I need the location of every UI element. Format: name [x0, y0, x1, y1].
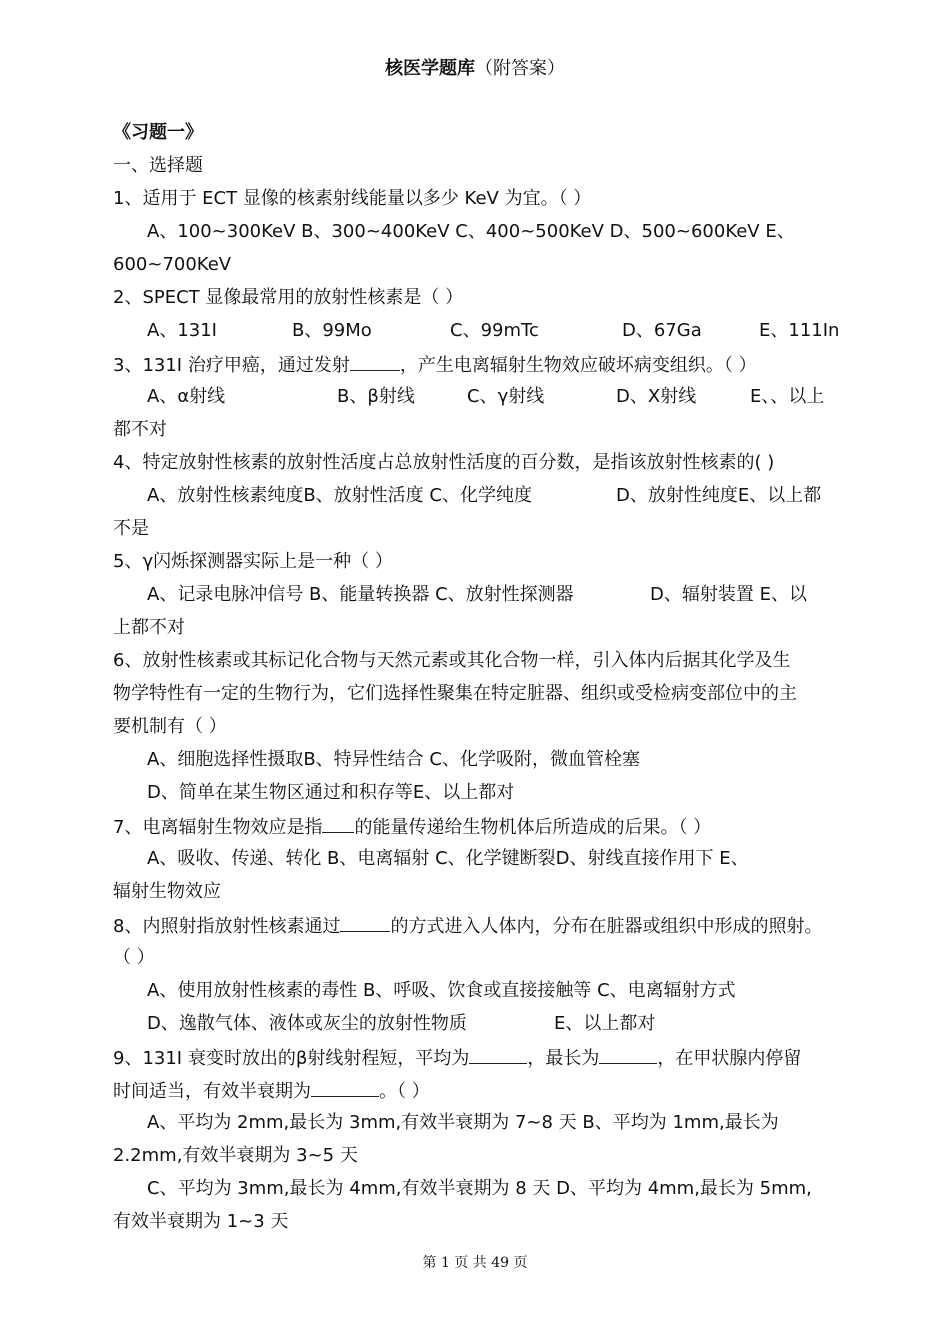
question-8-paren: （ ） [113, 947, 155, 968]
question-8-pre: 8、内照射指放射性核素通过 [113, 916, 341, 937]
question-6-line-2: 物学特性有一定的生物行为，它们选择性聚集在特定脏器、组织或受检病变部位中的主 [113, 683, 797, 704]
question-8-options-1: A、使用放射性核素的毒性 B、呼吸、饮食或直接接触等 C、电离辐射方式 [147, 980, 736, 1001]
question-6-options-1: A、细胞选择性摄取B、特异性结合 C、化学吸附，微血管栓塞 [147, 749, 640, 770]
question-9-options-cd: C、平均为 3mm,最长为 4mm,有效半衰期为 8 天 D、平均为 4mm,最长为 5mm, [147, 1178, 812, 1199]
question-4-options-b: D、放射性纯度E、以上都 [616, 485, 822, 506]
question-9-part-1: 9、131I 衰变时放出的β射线射程短，平均为 [113, 1048, 470, 1069]
section-heading: 《习题一》 [113, 122, 203, 143]
question-6-options-2: D、简单在某生物区通过和积存等E、以上都对 [147, 782, 515, 803]
question-9-line-2 [113, 1078, 430, 1104]
question-4: 4、特定放射性核素的放射性活度占总放射性活度的百分数，是指该放射性核素的( ) [113, 452, 775, 473]
question-8-option-d: D、逸散气体、液体或灰尘的放射性物质 [147, 1013, 467, 1034]
question-6-line-1: 6、放射性核素或其标记化合物与天然元素或其化合物一样，引入体内后据其化学及生 [113, 650, 791, 671]
question-1-options-cont: 600~700KeV [113, 254, 232, 275]
page-footer: 第 1 页 共 49 页 [422, 1255, 528, 1271]
question-2: 2、SPECT 显像最常用的放射性核素是（ ） [113, 287, 464, 308]
answer-blank [599, 1045, 657, 1064]
answer-blank [322, 814, 354, 833]
question-2-option-e: E、111In [759, 320, 840, 341]
question-8-post: 的方式进入人体内，分布在脏器或组织中形成的照射。 [390, 916, 823, 937]
question-9-options-cd-cont: 有效半衰期为 1~3 天 [113, 1211, 289, 1232]
question-3-option-b: B、β射线 [337, 386, 415, 407]
part-heading: 一、选择题 [113, 155, 203, 176]
question-3-option-d: D、X射线 [616, 386, 697, 407]
question-9-options-ab: A、平均为 2mm,最长为 3mm,有效半衰期为 7~8 天 B、平均为 1mm,最长为 [147, 1112, 779, 1133]
question-5-options-b: D、辐射装置 E、以 [650, 584, 807, 605]
question-9-options-ab-cont: 2.2mm,有效半衰期为 3~5 天 [113, 1145, 358, 1166]
question-8-option-e: E、以上都对 [554, 1013, 656, 1034]
question-2-option-a: A、131I [147, 320, 217, 341]
question-7-pre: 7、电离辐射生物效应是指 [113, 817, 323, 838]
question-9-line-2-pre: 时间适当，有效半衰期为 [113, 1081, 311, 1102]
question-2-option-b: B、99Mo [292, 320, 372, 341]
title-main: 核医学题库 [385, 58, 475, 79]
question-9-line-2-post: 。（ ） [379, 1081, 430, 1102]
question-4-options-a: A、放射性核素纯度B、放射性活度 C、化学纯度 [147, 485, 532, 506]
title-suffix: （附答案） [475, 58, 565, 79]
answer-blank [350, 352, 400, 371]
question-2-option-c: C、99mTc [450, 320, 539, 341]
question-1: 1、适用于 ECT 显像的核素射线能量以多少 KeV 为宜。（ ） [113, 188, 592, 209]
question-9-part-3: ，在甲状腺内停留 [657, 1048, 802, 1069]
answer-blank [311, 1078, 379, 1097]
question-8 [113, 913, 822, 939]
question-7 [113, 814, 711, 840]
document-title [0, 54, 950, 80]
question-5-options-cont: 上都不对 [113, 617, 185, 638]
question-3-option-a: A、α射线 [147, 386, 226, 407]
question-5-options-a: A、记录电脉冲信号 B、能量转换器 C、放射性探测器 [147, 584, 574, 605]
question-7-post: 的能量传递给生物机体后所造成的后果。（ ） [354, 817, 712, 838]
question-3-pre: 3、131I 治疗甲癌，通过发射 [113, 355, 350, 376]
question-1-options: A、100~300KeV B、300~400KeV C、400~500KeV D、500~600KeV E、 [147, 221, 795, 242]
question-7-options-cont: 辐射生物效应 [113, 881, 221, 902]
question-9 [113, 1045, 801, 1071]
question-4-options-cont: 不是 [113, 518, 149, 539]
question-3-post: ，产生电离辐射生物效应破坏病变组织。（ ） [399, 355, 757, 376]
question-7-options: A、吸收、传递、转化 B、电离辐射 C、化学键断裂D、射线直接作用下 E、 [147, 848, 749, 869]
question-6-line-3: 要机制有（ ） [113, 716, 227, 737]
question-9-part-2: ，最长为 [527, 1048, 600, 1069]
question-3 [113, 352, 757, 378]
question-2-option-d: D、67Ga [622, 320, 702, 341]
answer-blank [469, 1045, 527, 1064]
question-3-options-cont: 都不对 [113, 419, 167, 440]
question-5: 5、γ闪烁探测器实际上是一种（ ） [113, 551, 393, 572]
question-3-option-c: C、γ射线 [467, 386, 545, 407]
answer-blank [340, 913, 390, 932]
question-3-option-e: E、、以上 [750, 386, 825, 407]
